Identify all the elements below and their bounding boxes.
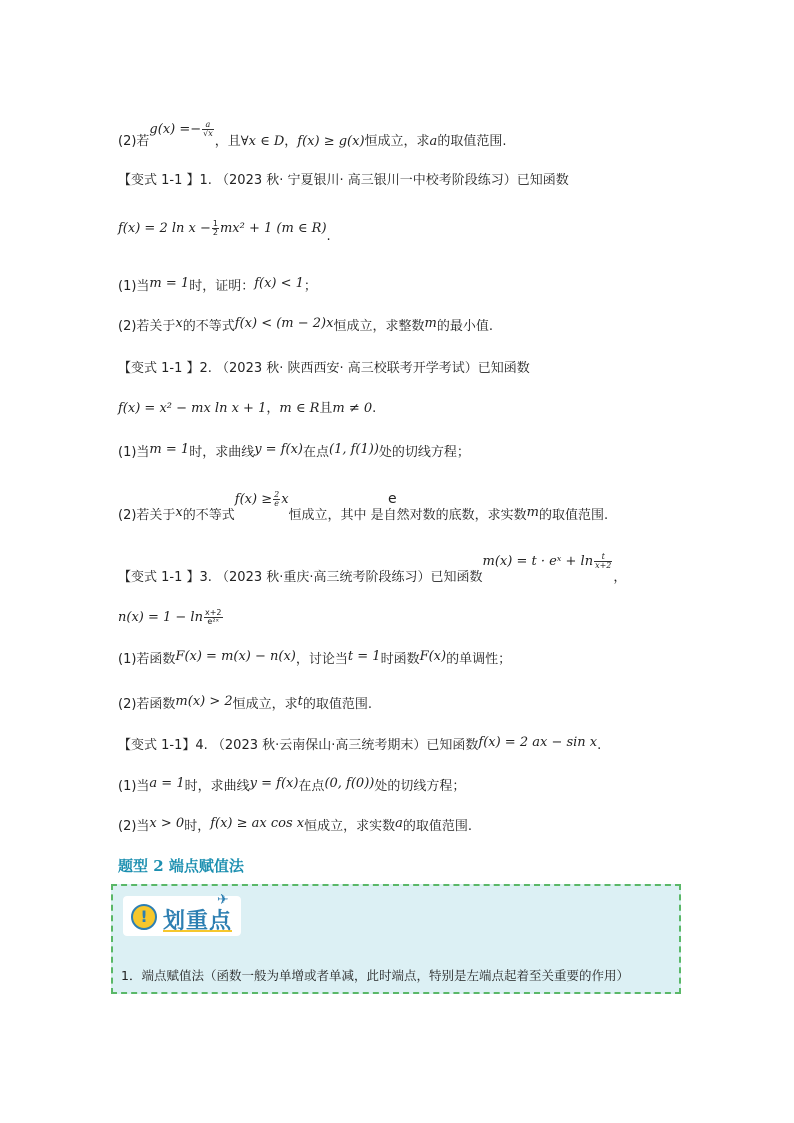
variant-2-q1: (1)当m = 1时，求曲线y = f(x)在点(1, f(1))处的切线方程； — [118, 442, 470, 460]
formula-g: g(x) =− $\frac{a}{√x}$ — [149, 120, 213, 138]
variant-4-heading: 【变式 1-1】4. （2023 秋·云南保山·高三统考期末）已知函数f(x) = 2 ax − sin x. — [118, 735, 602, 753]
q2-line — [118, 120, 507, 150]
formula-m: m(x) = t · eˣ + ln $\frac{t}{x+2}$ — [482, 552, 612, 570]
variant-3-q1: (1)若函数F(x) = m(x) − n(x)，讨论当t = 1时函数F(x)的单调性； — [118, 649, 512, 667]
variant-3-n-function: n(x) = 1 − ln $\frac{x+2}{\text{e²ˣ}}$ — [118, 608, 222, 626]
section-heading: 题型 2 端点赋值法 — [118, 857, 244, 875]
paper-plane-icon: ✈ — [217, 892, 229, 908]
variant-1-q1: (1)当m = 1时，证明：f(x) < 1； — [118, 276, 317, 294]
variant-4-q1: (1)当a = 1时，求曲线y = f(x)在点(0, f(0))处的切线方程； — [118, 776, 466, 794]
text: ， — [284, 134, 298, 149]
variant-2-q2: (2)若关于x的不等式f(x) ≥ $\frac{2}{e}$ x恒成立，其中 是自然对数的底数，求实数m的取值范围. — [118, 490, 609, 523]
badge-label: 划重点 — [163, 909, 233, 934]
formula-var: a — [429, 134, 438, 149]
variant-2-e-symbol: e — [388, 491, 397, 507]
formula-ineq-2: f(x) ≥ $\frac{2}{e}$ x — [234, 490, 289, 508]
variant-1-heading: 【变式 1-1 】1. （2023 秋· 宁夏银川· 高三银川一中校考阶段练习）已知函数 — [118, 173, 569, 188]
lightbulb-icon: ! — [131, 904, 157, 930]
variant-1-q2: (2)若关于x的不等式f(x) < (m − 2)x恒成立，求整数m的最小值. — [118, 316, 493, 334]
text: ，且 — [214, 134, 241, 149]
variant-1-function: f(x) = 2 ln x − $\frac{1}{2}$ mx² + 1 (m ∈ R). — [118, 219, 331, 244]
variant-2-function: f(x) = x² − mx ln x + 1，m ∈ R且m ≠ 0. — [118, 401, 377, 416]
variant-2-heading: 【变式 1-1 】2. （2023 秋· 陕西西安· 高三校联考开学考试）已知函数 — [118, 361, 530, 376]
text: (2)若 — [118, 134, 150, 149]
variant-3-heading: 【变式 1-1 】3. （2023 秋·重庆·高三统考阶段练习）已知函数m(x) = t · eˣ + ln $\frac{t}{x+2}$ ， — [118, 552, 627, 585]
key-point-text: 1．端点赋值法（函数一般为单增或者单减，此时端点，特别是左端点起着至关重要的作用） — [121, 968, 629, 983]
text: 的取值范围. — [437, 134, 507, 149]
variant-3-q2: (2)若函数m(x) > 2恒成立，求t的取值范围. — [118, 694, 373, 712]
formula-forall: ∀x ∈ D — [240, 134, 285, 149]
variant-4-q2: (2)当x > 0时，f(x) ≥ ax cos x恒成立，求实数a的取值范围. — [118, 816, 473, 834]
text: 恒成立，求 — [364, 134, 430, 149]
key-points-badge — [123, 892, 241, 936]
formula-ineq: f(x) ≥ g(x) — [297, 134, 365, 149]
key-points-box — [111, 884, 681, 994]
